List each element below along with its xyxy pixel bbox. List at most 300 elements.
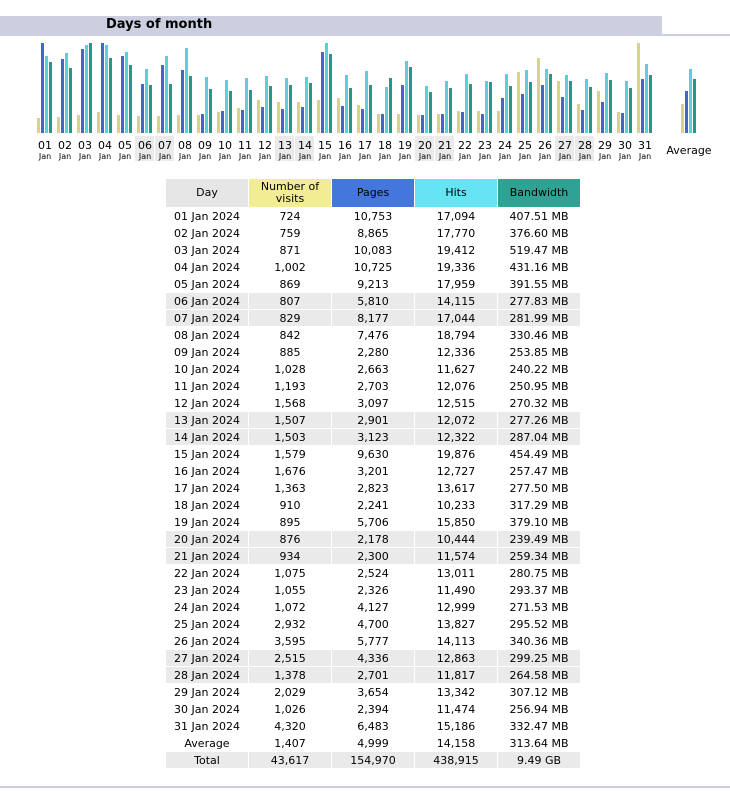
cell-visits: 910 bbox=[279, 498, 301, 512]
total-pages: 154,970 bbox=[332, 752, 414, 768]
bar-day-22-pages bbox=[461, 112, 464, 133]
cell-day: 24 Jan 2024 bbox=[174, 600, 240, 614]
cell-bandwidth: 277.26 MB bbox=[498, 412, 580, 428]
x-tick-sublabel: Jan bbox=[638, 152, 652, 161]
bar-day-09-pages bbox=[201, 114, 204, 133]
cell-pages: 2,178 bbox=[332, 531, 414, 547]
bar-day-31-hits bbox=[645, 64, 648, 133]
cell-bandwidth: 332.47 MB bbox=[509, 719, 569, 733]
days-of-month-chart bbox=[0, 38, 730, 162]
cell-hits: 12,322 bbox=[415, 429, 497, 445]
cell-hits: 11,627 bbox=[436, 362, 476, 376]
cell-day: 19 Jan 2024 bbox=[174, 515, 240, 529]
bar-day-17-hits bbox=[365, 71, 368, 133]
cell-visits: 1,055 bbox=[274, 583, 306, 597]
bar-day-17-bandwidth bbox=[369, 85, 372, 133]
cell-hits: 11,817 bbox=[415, 667, 497, 683]
x-tick-label: 05 bbox=[118, 139, 132, 152]
bar-day-22-bandwidth bbox=[469, 84, 472, 133]
cell-hits: 17,044 bbox=[415, 310, 497, 326]
x-tick-label: 17 bbox=[358, 139, 372, 152]
header-hits: Hits bbox=[415, 179, 497, 207]
cell-visits: 759 bbox=[279, 226, 301, 240]
cell-visits: 2,029 bbox=[274, 685, 306, 699]
table-row bbox=[166, 599, 580, 615]
table-header-row bbox=[166, 179, 580, 207]
cell-hits: 14,115 bbox=[415, 293, 497, 309]
cell-day: 22 Jan 2024 bbox=[174, 566, 240, 580]
cell-bandwidth: 391.55 MB bbox=[509, 277, 569, 291]
table-row bbox=[166, 463, 580, 479]
bar-day-24-visits bbox=[497, 111, 500, 133]
cell-pages: 5,810 bbox=[332, 293, 414, 309]
bar-day-18-bandwidth bbox=[389, 78, 392, 133]
bar-day-16-visits bbox=[337, 98, 340, 133]
table-row bbox=[166, 378, 580, 394]
cell-hits: 13,617 bbox=[436, 481, 476, 495]
bar-day-20-hits bbox=[425, 86, 428, 133]
bar-day-16-pages bbox=[341, 106, 344, 133]
x-tick-sublabel: Jan bbox=[358, 152, 372, 161]
cell-pages: 9,213 bbox=[357, 277, 389, 291]
cell-visits: 869 bbox=[279, 277, 301, 291]
cell-visits: 807 bbox=[249, 293, 331, 309]
cell-pages: 2,663 bbox=[357, 362, 389, 376]
bar-day-27-bandwidth bbox=[569, 81, 572, 133]
bar-day-09-visits bbox=[197, 115, 200, 133]
bar-day-17-visits bbox=[357, 105, 360, 133]
cell-hits: 12,515 bbox=[436, 396, 476, 410]
bar-day-08-pages bbox=[181, 70, 184, 133]
cell-bandwidth: 256.94 MB bbox=[509, 702, 569, 716]
bar-day-19-visits bbox=[397, 114, 400, 133]
cell-pages: 4,700 bbox=[357, 617, 389, 631]
cell-bandwidth: 264.58 MB bbox=[498, 667, 580, 683]
cell-bandwidth: 376.60 MB bbox=[509, 226, 569, 240]
table-row bbox=[166, 548, 580, 564]
cell-day: 07 Jan 2024 bbox=[166, 310, 248, 326]
cell-day: 06 Jan 2024 bbox=[166, 293, 248, 309]
cell-visits: 1,075 bbox=[274, 566, 306, 580]
cell-day: 16 Jan 2024 bbox=[174, 464, 240, 478]
bar-average-pages bbox=[685, 91, 688, 133]
cell-visits: 1,026 bbox=[274, 702, 306, 716]
cell-hits: 12,076 bbox=[436, 379, 476, 393]
cell-day: 01 Jan 2024 bbox=[174, 209, 240, 223]
cell-hits: 13,011 bbox=[436, 566, 476, 580]
cell-pages: 4,336 bbox=[332, 650, 414, 666]
cell-visits: 1,193 bbox=[274, 379, 306, 393]
x-tick-sublabel: Jan bbox=[498, 152, 512, 161]
cell-pages: 4,127 bbox=[357, 600, 389, 614]
average-visits: 1,407 bbox=[274, 736, 306, 750]
cell-hits: 18,794 bbox=[436, 328, 476, 342]
bar-day-27-visits bbox=[557, 81, 560, 133]
bar-day-14-hits bbox=[305, 77, 308, 133]
bar-day-25-visits bbox=[517, 72, 520, 133]
cell-visits: 842 bbox=[279, 328, 301, 342]
section-title: Days of month bbox=[106, 17, 213, 32]
table-row bbox=[166, 242, 580, 258]
cell-bandwidth: 259.34 MB bbox=[498, 548, 580, 564]
bar-day-31-pages bbox=[641, 79, 644, 133]
cell-pages: 9,630 bbox=[357, 447, 389, 461]
bar-day-07-visits bbox=[157, 116, 160, 133]
cell-day: 03 Jan 2024 bbox=[174, 243, 240, 257]
bar-day-06-bandwidth bbox=[149, 85, 152, 133]
table-row bbox=[166, 208, 580, 224]
x-tick-label: 18 bbox=[378, 139, 392, 152]
bar-day-19-bandwidth bbox=[409, 67, 412, 133]
bar-day-18-visits bbox=[377, 114, 380, 133]
header-pages: Pages bbox=[332, 179, 414, 207]
table-body bbox=[166, 208, 580, 734]
cell-day: 11 Jan 2024 bbox=[174, 379, 240, 393]
cell-day: 31 Jan 2024 bbox=[174, 719, 240, 733]
table-row bbox=[166, 412, 580, 428]
x-tick-label: 03 bbox=[78, 139, 92, 152]
cell-hits: 19,412 bbox=[436, 243, 476, 257]
bar-day-20-pages bbox=[421, 115, 424, 133]
bar-day-13-visits bbox=[277, 102, 280, 133]
x-tick-sublabel: Jan bbox=[398, 152, 412, 161]
bar-day-04-pages bbox=[101, 43, 104, 133]
x-tick-label: 22 bbox=[458, 139, 472, 152]
bar-day-14-pages bbox=[301, 107, 304, 133]
table-row bbox=[166, 514, 580, 530]
cell-day: 04 Jan 2024 bbox=[174, 260, 240, 274]
x-tick-label: 30 bbox=[618, 139, 632, 152]
cell-hits: 11,474 bbox=[436, 702, 476, 716]
x-tick-sublabel: Jan bbox=[378, 152, 392, 161]
bar-day-09-hits bbox=[205, 77, 208, 133]
bar-day-01-pages bbox=[41, 43, 44, 133]
cell-hits: 13,342 bbox=[436, 685, 476, 699]
cell-hits: 17,959 bbox=[436, 277, 476, 291]
cell-hits: 19,876 bbox=[436, 447, 476, 461]
bar-day-31-visits bbox=[637, 43, 640, 133]
bar-day-10-hits bbox=[225, 80, 228, 133]
x-tick-label: 19 bbox=[398, 139, 412, 152]
cell-visits: 829 bbox=[249, 310, 331, 326]
x-tick-label: 13 bbox=[278, 139, 292, 152]
table-row bbox=[166, 701, 580, 717]
cell-day: 26 Jan 2024 bbox=[174, 634, 240, 648]
cell-pages: 5,706 bbox=[357, 515, 389, 529]
cell-bandwidth: 454.49 MB bbox=[509, 447, 569, 461]
x-tick-label: 07 bbox=[158, 139, 172, 152]
bar-day-23-bandwidth bbox=[489, 82, 492, 133]
cell-visits: 876 bbox=[249, 531, 331, 547]
x-tick-sublabel: Jan bbox=[218, 152, 232, 161]
cell-visits: 3,595 bbox=[274, 634, 306, 648]
table-row bbox=[166, 446, 580, 462]
average-hits: 14,158 bbox=[436, 736, 476, 750]
bar-day-21-pages bbox=[441, 114, 444, 133]
x-tick-sublabel: Jan bbox=[418, 152, 432, 161]
cell-bandwidth: 240.22 MB bbox=[509, 362, 569, 376]
x-tick-label: 16 bbox=[338, 139, 352, 152]
table-row bbox=[166, 565, 580, 581]
cell-hits: 10,444 bbox=[415, 531, 497, 547]
cell-bandwidth: 277.83 MB bbox=[498, 293, 580, 309]
table-row bbox=[166, 582, 580, 598]
cell-hits: 11,490 bbox=[436, 583, 476, 597]
cell-pages: 10,753 bbox=[353, 209, 393, 223]
cell-hits: 13,827 bbox=[436, 617, 476, 631]
table-row bbox=[166, 633, 580, 649]
x-tick-label: 24 bbox=[498, 139, 512, 152]
bar-day-05-pages bbox=[121, 56, 124, 133]
x-tick-label: 26 bbox=[538, 139, 552, 152]
bar-day-06-visits bbox=[137, 116, 140, 133]
bar-day-28-pages bbox=[581, 110, 584, 133]
cell-bandwidth: 250.95 MB bbox=[509, 379, 569, 393]
bar-day-07-bandwidth bbox=[169, 84, 172, 133]
cell-visits: 1,363 bbox=[274, 481, 306, 495]
bar-average-bandwidth bbox=[693, 79, 696, 133]
cell-pages: 7,476 bbox=[357, 328, 389, 342]
bar-day-17-pages bbox=[361, 109, 364, 133]
x-tick-sublabel: Jan bbox=[518, 152, 532, 161]
cell-visits: 2,515 bbox=[249, 650, 331, 666]
cell-pages: 3,123 bbox=[332, 429, 414, 445]
x-tick-sublabel: Jan bbox=[298, 152, 312, 161]
x-tick-label: 23 bbox=[478, 139, 492, 152]
cell-bandwidth: 317.29 MB bbox=[509, 498, 569, 512]
table-row bbox=[166, 497, 580, 513]
cell-pages: 3,654 bbox=[357, 685, 389, 699]
cell-day: 20 Jan 2024 bbox=[166, 531, 248, 547]
x-tick-sublabel: Jan bbox=[238, 152, 252, 161]
cell-visits: 724 bbox=[279, 209, 301, 223]
bar-day-02-visits bbox=[57, 117, 60, 133]
cell-pages: 10,725 bbox=[353, 260, 393, 274]
bar-day-10-bandwidth bbox=[229, 91, 232, 133]
x-tick-sublabel: Jan bbox=[538, 152, 552, 161]
cell-day: 09 Jan 2024 bbox=[174, 345, 240, 359]
bar-day-25-pages bbox=[521, 94, 524, 133]
cell-bandwidth: 280.75 MB bbox=[509, 566, 569, 580]
cell-pages: 8,865 bbox=[357, 226, 389, 240]
bar-day-26-bandwidth bbox=[549, 74, 552, 133]
cell-visits: 4,320 bbox=[274, 719, 306, 733]
bar-day-28-bandwidth bbox=[589, 87, 592, 133]
bar-day-10-pages bbox=[221, 111, 224, 133]
cell-bandwidth: 299.25 MB bbox=[498, 650, 580, 666]
bar-day-02-hits bbox=[65, 53, 68, 133]
cell-bandwidth: 293.37 MB bbox=[509, 583, 569, 597]
table-row bbox=[166, 276, 580, 292]
bar-day-04-bandwidth bbox=[109, 58, 112, 133]
bar-day-21-bandwidth bbox=[449, 88, 452, 133]
bar-day-15-pages bbox=[321, 52, 324, 133]
table-row bbox=[166, 667, 580, 683]
x-tick-label: 15 bbox=[318, 139, 332, 152]
bar-day-13-bandwidth bbox=[289, 85, 292, 133]
bar-day-14-visits bbox=[297, 102, 300, 133]
cell-bandwidth: 271.53 MB bbox=[509, 600, 569, 614]
bar-day-04-hits bbox=[105, 45, 108, 133]
table-row bbox=[166, 718, 580, 734]
cell-hits: 10,233 bbox=[436, 498, 476, 512]
bar-day-24-bandwidth bbox=[509, 86, 512, 133]
bar-day-12-bandwidth bbox=[269, 86, 272, 133]
bar-day-23-visits bbox=[477, 111, 480, 133]
cell-hits: 14,113 bbox=[436, 634, 476, 648]
bar-day-23-pages bbox=[481, 114, 484, 133]
x-tick-label: 11 bbox=[238, 139, 252, 152]
cell-day: 28 Jan 2024 bbox=[166, 667, 248, 683]
table-row bbox=[166, 480, 580, 496]
cell-bandwidth: 253.85 MB bbox=[509, 345, 569, 359]
table-row bbox=[166, 344, 580, 360]
bar-day-03-visits bbox=[77, 115, 80, 133]
x-tick-sublabel: Jan bbox=[458, 152, 472, 161]
bar-day-25-bandwidth bbox=[529, 82, 532, 133]
average-tick-label: Average bbox=[666, 144, 712, 157]
table-row bbox=[166, 327, 580, 343]
bar-day-13-pages bbox=[281, 109, 284, 133]
x-tick-sublabel: Jan bbox=[438, 152, 452, 161]
cell-day: 17 Jan 2024 bbox=[174, 481, 240, 495]
x-tick-label: 10 bbox=[218, 139, 232, 152]
x-tick-sublabel: Jan bbox=[118, 152, 132, 161]
table-row bbox=[166, 225, 580, 241]
bar-day-05-visits bbox=[117, 115, 120, 133]
x-tick-label: 04 bbox=[98, 139, 112, 152]
cell-bandwidth: 330.46 MB bbox=[509, 328, 569, 342]
cell-visits: 1,579 bbox=[274, 447, 306, 461]
table-row bbox=[166, 361, 580, 377]
bar-day-01-bandwidth bbox=[49, 62, 52, 133]
bar-day-08-visits bbox=[177, 115, 180, 133]
bar-day-08-bandwidth bbox=[189, 76, 192, 133]
cell-bandwidth: 281.99 MB bbox=[498, 310, 580, 326]
cell-pages: 2,280 bbox=[357, 345, 389, 359]
bar-day-13-hits bbox=[285, 78, 288, 133]
cell-bandwidth: 407.51 MB bbox=[509, 209, 569, 223]
bar-day-07-pages bbox=[161, 65, 164, 133]
bar-day-27-hits bbox=[565, 75, 568, 133]
header-visits: Number of visits bbox=[249, 179, 331, 207]
bar-day-09-bandwidth bbox=[209, 89, 212, 133]
cell-hits: 11,574 bbox=[415, 548, 497, 564]
bar-day-27-pages bbox=[561, 97, 564, 133]
x-tick-sublabel: Jan bbox=[98, 152, 112, 161]
cell-day: 05 Jan 2024 bbox=[174, 277, 240, 291]
bar-day-02-bandwidth bbox=[69, 68, 72, 133]
x-tick-sublabel: Jan bbox=[258, 152, 272, 161]
cell-visits: 1,568 bbox=[274, 396, 306, 410]
cell-hits: 12,336 bbox=[436, 345, 476, 359]
cell-day: 21 Jan 2024 bbox=[166, 548, 248, 564]
bar-day-06-pages bbox=[141, 84, 144, 133]
x-tick-sublabel: Jan bbox=[318, 152, 332, 161]
bar-day-31-bandwidth bbox=[649, 75, 652, 133]
average-pages: 4,999 bbox=[357, 736, 389, 750]
bar-day-19-hits bbox=[405, 61, 408, 133]
bar-day-06-hits bbox=[145, 69, 148, 133]
x-tick-sublabel: Jan bbox=[618, 152, 632, 161]
x-tick-sublabel: Jan bbox=[598, 152, 612, 161]
bar-day-28-hits bbox=[585, 79, 588, 133]
cell-day: 12 Jan 2024 bbox=[174, 396, 240, 410]
bar-day-29-pages bbox=[601, 102, 604, 133]
cell-day: 18 Jan 2024 bbox=[174, 498, 240, 512]
x-tick-sublabel: Jan bbox=[178, 152, 192, 161]
bar-day-03-bandwidth bbox=[89, 43, 92, 133]
cell-pages: 2,300 bbox=[332, 548, 414, 564]
x-tick-label: 20 bbox=[418, 139, 432, 152]
bar-day-29-visits bbox=[597, 91, 600, 133]
bar-average-hits bbox=[689, 69, 692, 133]
cell-hits: 12,727 bbox=[436, 464, 476, 478]
x-tick-label: 02 bbox=[58, 139, 72, 152]
bar-day-29-hits bbox=[605, 73, 608, 133]
cell-pages: 2,701 bbox=[332, 667, 414, 683]
cell-visits: 1,503 bbox=[249, 429, 331, 445]
x-tick-sublabel: Jan bbox=[558, 152, 572, 161]
bar-day-21-visits bbox=[437, 114, 440, 133]
bar-day-21-hits bbox=[445, 81, 448, 133]
cell-day: 02 Jan 2024 bbox=[174, 226, 240, 240]
bar-day-14-bandwidth bbox=[309, 83, 312, 133]
cell-visits: 2,932 bbox=[274, 617, 306, 631]
x-tick-label: 29 bbox=[598, 139, 612, 152]
table-row bbox=[166, 616, 580, 632]
bar-day-12-visits bbox=[257, 100, 260, 133]
cell-day: 27 Jan 2024 bbox=[166, 650, 248, 666]
cell-visits: 1,676 bbox=[274, 464, 306, 478]
x-tick-label: 21 bbox=[438, 139, 452, 152]
header-day: Day bbox=[166, 179, 248, 207]
bar-day-20-visits bbox=[417, 115, 420, 133]
cell-visits: 934 bbox=[249, 548, 331, 564]
header-bandwidth: Bandwidth bbox=[498, 179, 580, 207]
cell-visits: 1,507 bbox=[249, 412, 331, 428]
x-tick-sublabel: Jan bbox=[138, 152, 152, 161]
bar-day-26-visits bbox=[537, 58, 540, 133]
bar-day-10-visits bbox=[217, 112, 220, 133]
average-label: Average bbox=[184, 736, 230, 750]
cell-bandwidth: 379.10 MB bbox=[509, 515, 569, 529]
bar-day-24-pages bbox=[501, 98, 504, 133]
cell-hits: 12,863 bbox=[415, 650, 497, 666]
x-tick-sublabel: Jan bbox=[38, 152, 52, 161]
cell-bandwidth: 287.04 MB bbox=[498, 429, 580, 445]
table-average-row bbox=[166, 735, 580, 751]
section-title-bar bbox=[0, 16, 662, 36]
cell-bandwidth: 270.32 MB bbox=[509, 396, 569, 410]
cell-day: 14 Jan 2024 bbox=[166, 429, 248, 445]
x-tick-sublabel: Jan bbox=[578, 152, 592, 161]
table-row bbox=[166, 429, 580, 445]
cell-day: 08 Jan 2024 bbox=[174, 328, 240, 342]
x-tick-label: 25 bbox=[518, 139, 532, 152]
cell-pages: 2,901 bbox=[332, 412, 414, 428]
cell-pages: 3,201 bbox=[357, 464, 389, 478]
table-total-row bbox=[166, 752, 580, 768]
total-hits: 438,915 bbox=[415, 752, 497, 768]
bar-day-18-hits bbox=[385, 87, 388, 133]
table-row bbox=[166, 310, 580, 326]
cell-hits: 17,094 bbox=[436, 209, 476, 223]
total-label: Total bbox=[166, 752, 248, 768]
cell-day: 13 Jan 2024 bbox=[166, 412, 248, 428]
bar-day-18-pages bbox=[381, 114, 384, 133]
cell-visits: 1,028 bbox=[274, 362, 306, 376]
